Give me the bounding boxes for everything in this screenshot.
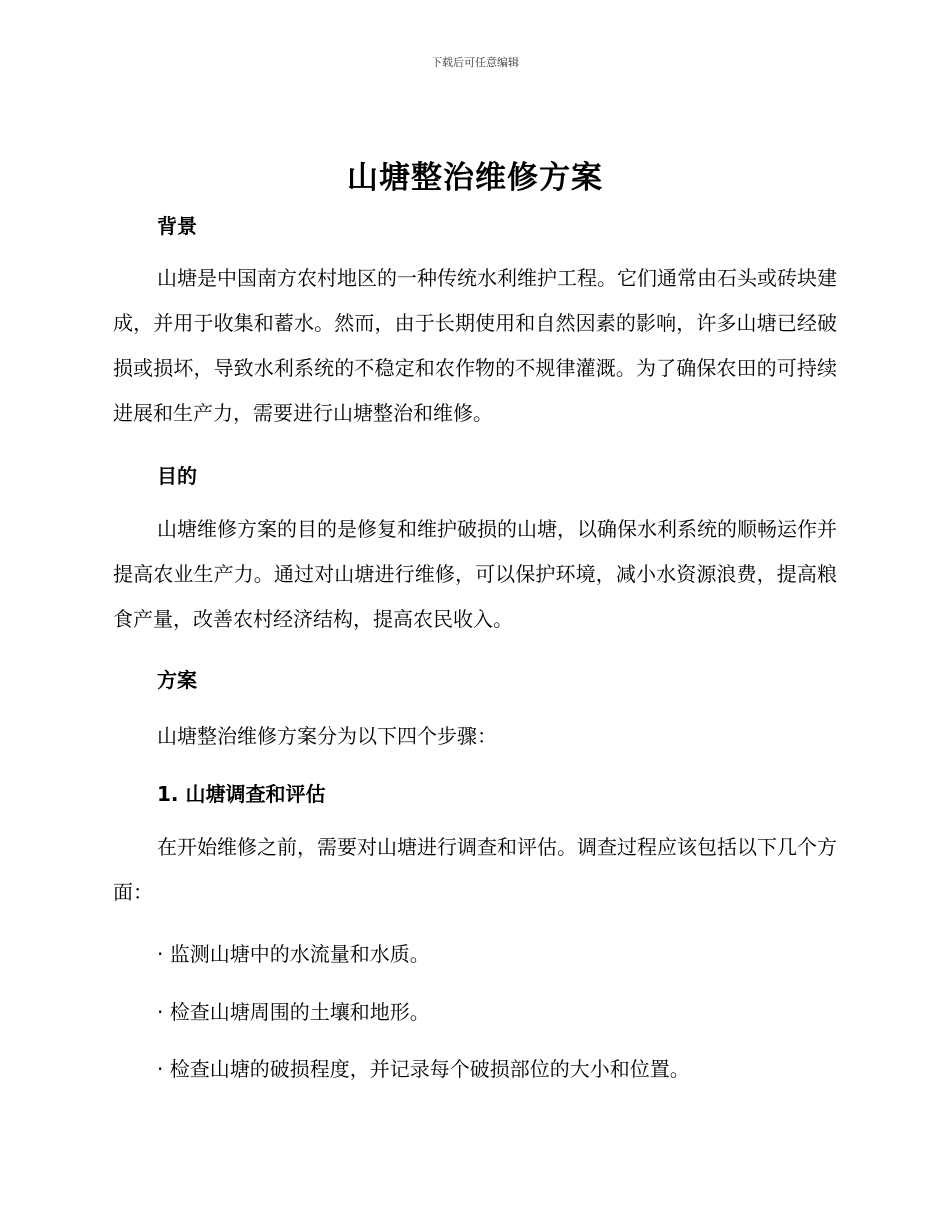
step-heading: 1. 山塘调查和评估 <box>157 782 326 806</box>
paragraph-purpose: 山塘维修方案的目的是修复和维护破损的山塘，以确保水利系统的顺畅运作并提高农业生产力。通过对山塘进行维修，可以保护环境，减小水资源浪费，提高粮食产量，改善农村经济结构，提高农民收入。 <box>113 517 837 631</box>
section-heading-purpose: 目的 <box>157 464 197 488</box>
section-heading-plan: 方案 <box>157 668 197 692</box>
bullet-item: · 检查山塘的破损程度，并记录每个破损部位的大小和位置。 <box>157 1057 690 1081</box>
paragraph-background: 山塘是中国南方农村地区的一种传统水利维护工程。它们通常由石头或砖块建成，并用于收集和蓄水。然而，由于长期使用和自然因素的影响，许多山塘已经破损或损坏，导致水利系统的不稳定和农作物的不规律灌溉。为了确保农田的可持续进展和生产力，需要进行山塘整治和维修。 <box>113 266 837 425</box>
bullet-item: · 监测山塘中的水流量和水质。 <box>157 942 430 966</box>
page-title: 山塘整治维修方案 <box>347 160 603 196</box>
bullet-item: · 检查山塘周围的土壤和地形。 <box>157 1000 430 1024</box>
plan-intro: 山塘整治维修方案分为以下四个步骤： <box>157 724 497 748</box>
header-note: 下载后可任意编辑 <box>431 56 519 69</box>
paragraph-step1: 在开始维修之前，需要对山塘进行调查和评估。调查过程应该包括以下几个方面： <box>113 835 837 904</box>
section-heading-background: 背景 <box>157 214 197 238</box>
